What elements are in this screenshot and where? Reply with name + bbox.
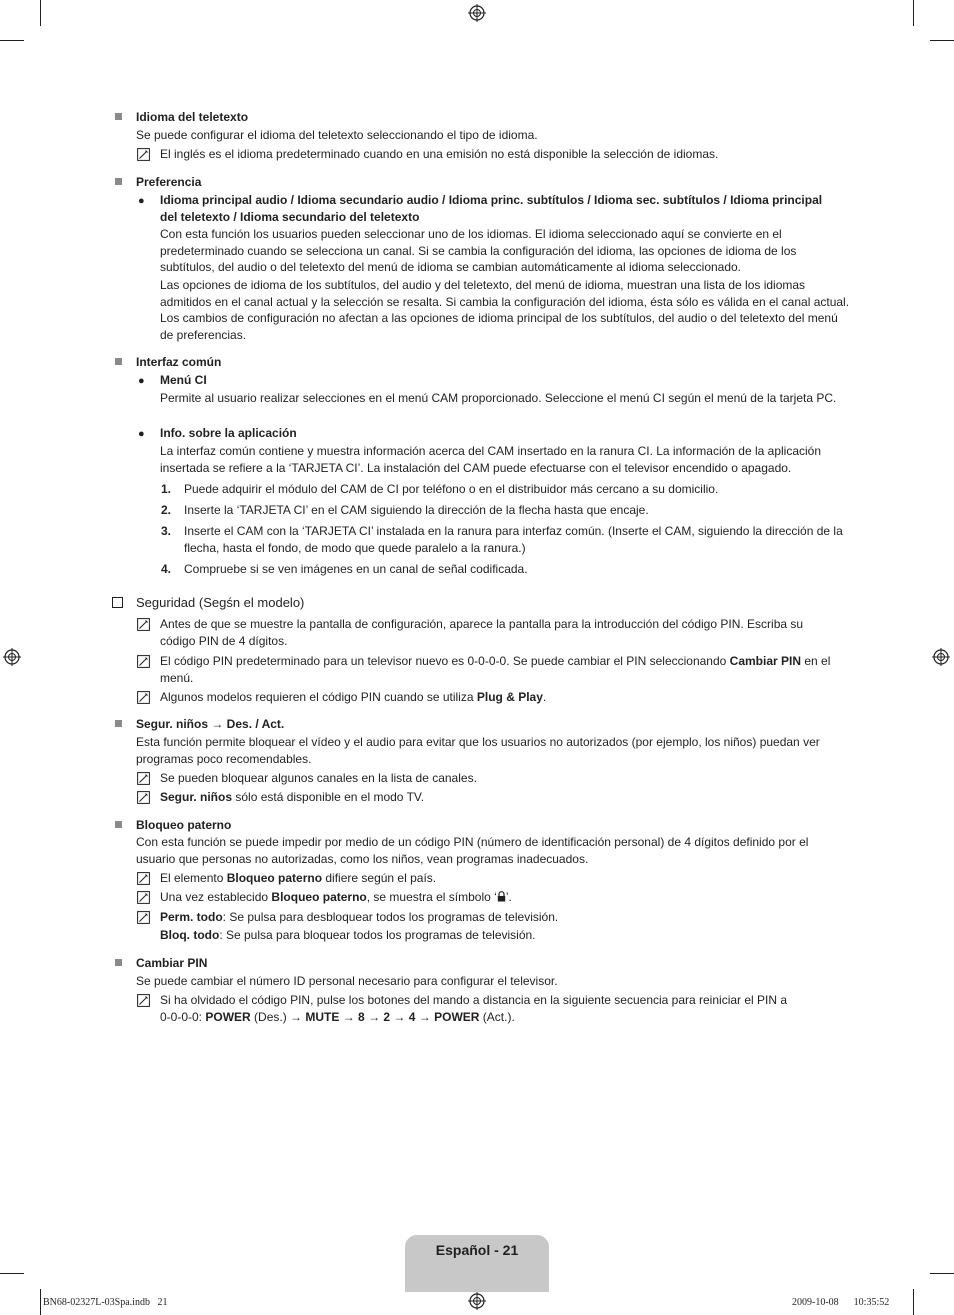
security-section-title: Seguridad (Segśn el modelo) [136,595,305,610]
crop-mark [0,1273,24,1274]
crop-mark [40,0,41,26]
note-icon [137,618,150,631]
ci-info-title: Info. sobre la aplicación [160,426,297,440]
security-note-3: Algunos modelos requieren el código PIN cuando se utiliza Plug & Play. [160,690,547,704]
ci-menu-title: Menú CI [160,373,207,387]
step-number: 2. [161,503,172,517]
note-icon [137,872,150,885]
square-bullet-icon [115,358,122,365]
crop-mark [930,40,954,41]
child-lock-desc: Esta función permite bloquear el vídeo y el audio para evitar que los usuarios no autorizados (por ejemplo, los niños) puedan ver programas poco recomendables. [136,735,820,766]
lock-icon [497,891,506,902]
preference-heading: Preferencia [136,175,202,189]
teletext-language-note: El inglés es el idioma predeterminado cuando en una emisión no está disponible la selección de idiomas. [160,147,719,161]
note-icon [137,148,150,161]
crop-mark [913,1289,914,1315]
step-number: 1. [161,482,172,496]
step-number: 4. [161,562,172,576]
square-bullet-icon [115,178,122,185]
parental-lock-note-3: Perm. todo: Se pulsa para desbloquear todos los programas de televisión. [160,910,559,924]
registration-mark-icon [3,648,21,666]
note-icon [137,994,150,1007]
square-bullet-icon [115,959,122,966]
section-checkbox-icon [112,597,123,608]
registration-mark-icon [932,648,950,666]
square-bullet-icon [115,113,122,120]
common-interface-heading: Interfaz común [136,355,222,369]
step-text: Puede adquirir el módulo del CAM de CI por teléfono o en el distribuidor más cercano a su domicilio. [184,482,719,496]
parental-lock-note-4: Bloq. todo: Se pulsa para bloquear todos los programas de televisión. [160,928,536,942]
note-icon [137,772,150,785]
square-bullet-icon [115,720,122,727]
step-number: 3. [161,524,172,538]
preference-paragraph-2: Las opciones de idioma de los subtítulos, del audio y del teletexto, del menú de idioma, muestran una lista de los idiomas admitidos en el canal actual y la selección se resalta. Si cambia la configuración del idioma, ésta sólo es válida en el canal actual. Los cambios de configuración no afectan a las opciones de idioma principal de los subtítulos, del audio o del teletexto del menú de preferencias. [160,278,850,342]
child-lock-note-1: Se pueden bloquear algunos canales en la lista de canales. [160,771,477,785]
square-bullet-icon [115,821,122,828]
round-bullet-icon: ● [138,375,145,387]
registration-mark-icon [468,4,486,22]
parental-lock-note-1: El elemento Bloqueo paterno difiere según el país. [160,871,437,885]
step-text: Inserte la ‘TARJETA CI’ en el CAM siguiendo la dirección de la flecha hasta que encaje. [184,503,649,517]
preference-paragraph-1: Con esta función los usuarios pueden seleccionar uno de los idiomas. El idioma seleccionado aquí se convierte en el predeterminado cuando se selecciona un canal. Si se cambia la configuración del idioma, las opciones de idioma de los subtítulos, del audio o del teletexto del menú de idioma se cambian automáticamente al idioma seleccionado. [160,227,797,274]
crop-mark [40,1289,41,1315]
note-icon [137,911,150,924]
ci-info-desc: La interfaz común contiene y muestra información acerca del CAM insertado en la ranura CI. La información de la aplicación insertada se refiere a la ‘TARJETA CI’. La instalación del CAM puede efectuarse con el televisor encendido o apagado. [160,444,822,475]
parental-lock-heading: Bloqueo paterno [136,818,232,832]
round-bullet-icon: ● [138,195,145,207]
preference-item-title: Idioma principal audio / Idioma secundario audio / Idioma princ. subtítulos / Idioma sec. subtítulos / Idioma principal del teletexto / Idioma secundario del teletexto [160,193,823,224]
crop-mark [913,0,914,26]
print-slug-right: 2009-10-08 10:35:52 [792,1297,890,1308]
step-text: Compruebe si se ven imágenes en un canal de señal codificada. [184,562,528,576]
ci-menu-desc: Permite al usuario realizar selecciones en el menú CAM proporcionado. Seleccione el menú CI según el menú de la tarjeta PC. [160,391,837,405]
print-slug-left: BN68-02327L-03Spa.indb 21 [43,1297,168,1308]
note-icon [137,791,150,804]
parental-lock-desc: Con esta función se puede impedir por medio de un código PIN (número de identificación personal) de 4 dígitos definido por el usuario que personas no autorizadas, como los niños, vean programas inadecuados. [136,835,809,866]
security-note-1: Antes de que se muestre la pantalla de configuración, aparece la pantalla para la introducción del código PIN. Escriba su código PIN de 4 dígitos. [160,617,804,648]
crop-mark [930,1273,954,1274]
note-icon [137,891,150,904]
security-note-2: El código PIN predeterminado para un televisor nuevo es 0-0-0-0. Se puede cambiar el PIN seleccionando Cambiar PIN en el menú. [160,654,831,685]
note-icon [137,655,150,668]
change-pin-note: Si ha olvidado el código PIN, pulse los botones del mando a distancia en la siguiente secuencia para reiniciar el PIN a 0-0-0-0: POWER (Des.) → MUTE → 8 → 2 → 4 → POWER (Act.). [160,993,788,1024]
change-pin-desc: Se puede cambiar el número ID personal necesario para configurar el televisor. [136,974,558,988]
teletext-language-heading: Idioma del teletexto [136,110,249,124]
registration-mark-icon [468,1292,486,1310]
parental-lock-note-2: Una vez establecido Bloqueo paterno, se muestra el símbolo ‘ ’. [160,890,512,904]
child-lock-heading: Segur. niños → Des. / Act. [136,717,285,731]
change-pin-heading: Cambiar PIN [136,956,208,970]
page-number-label: Español - 21 [435,1242,519,1258]
round-bullet-icon: ● [138,428,145,440]
child-lock-note-2: Segur. niños sólo está disponible en el modo TV. [160,790,425,804]
teletext-language-desc: Se puede configurar el idioma del teletexto seleccionando el tipo de idioma. [136,128,538,142]
crop-mark [0,40,24,41]
step-text: Inserte el CAM con la ‘TARJETA CI’ instalada en la ranura para interfaz común. (Inserte el CAM, siguiendo la dirección de la flecha, hasta el fondo, de modo que quede paralelo a la ranura.) [184,524,843,555]
note-icon [137,691,150,704]
